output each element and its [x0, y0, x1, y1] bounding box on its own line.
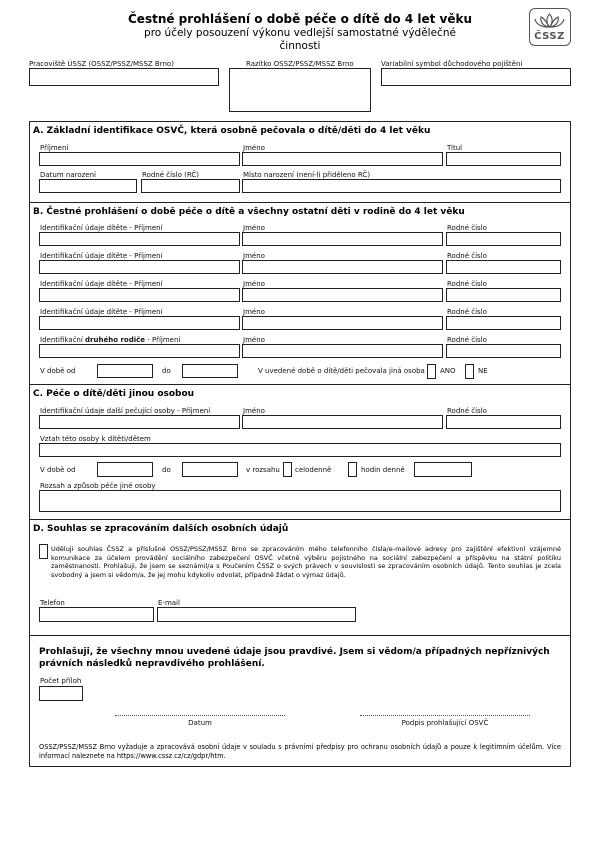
b-child-label: Identifikační údaje dítěte - Příjmení	[40, 224, 163, 232]
c-relation-input[interactable]	[39, 443, 561, 457]
d-email-label: E-mail	[158, 599, 180, 607]
a-birth-place-label: Místo narození (není-li přiděleno RČ)	[243, 171, 371, 179]
b-parent-birth-number-input[interactable]	[446, 344, 561, 358]
divider	[29, 202, 571, 203]
office-input[interactable]	[29, 68, 219, 86]
divider	[29, 384, 571, 385]
b-birth-number-label: Rodné číslo	[447, 280, 487, 288]
stamp-label: Razítko OSSZ/PSSZ/MSSZ Brno	[246, 60, 354, 68]
c-birth-number-label: Rodné číslo	[447, 407, 487, 415]
gdpr-footer: OSSZ/PSSZ/MSSZ Brno vyžaduje a zpracovává osobní údaje v souladu s právními předpisy pro ochranu osobních údajů a pouze k legitimním účelům. Více informací naleznete na https://www.cssz.cz/cz/gdpr/htm.	[39, 743, 561, 760]
divider	[29, 635, 571, 636]
c-hours-label: hodin denně	[361, 466, 405, 474]
b-name-label: Jméno	[243, 336, 265, 344]
b-other-person-label: V uvedené době o dítě/děti pečovala jiná osoba	[258, 367, 425, 375]
c-other-person-label: Identifikační údaje další pečující osoby - Příjmení	[40, 407, 211, 415]
b-child3-name-input[interactable]	[242, 288, 443, 302]
c-other-person-birth-number-input[interactable]	[446, 415, 561, 429]
signature-label: Podpis prohlašující OSVČ	[401, 719, 489, 727]
b-child-label: Identifikační údaje dítěte - Příjmení	[40, 280, 163, 288]
b-period-to-label: do	[162, 367, 171, 375]
a-birth-number-input[interactable]	[141, 179, 240, 193]
c-scope-label: v rozsahu	[246, 466, 280, 474]
office-label: Pracoviště ÚSSZ (OSSZ/PSSZ/MSSZ Brno)	[29, 60, 174, 68]
form-subtitle-line2: činnosti	[279, 40, 321, 52]
section-b-heading: B. Čestné prohlášení o době péče o dítě a všechny ostatní děti v rodině do 4 let věku	[33, 207, 465, 217]
divider	[29, 519, 571, 520]
b-child2-surname-input[interactable]	[39, 260, 240, 274]
section-a-heading: A. Základní identifikace OSVČ, která osobně pečovala o dítě/děti do 4 let věku	[33, 126, 431, 136]
b-birth-number-label: Rodné číslo	[447, 224, 487, 232]
b-name-label: Jméno	[243, 308, 265, 316]
b-child3-birth-number-input[interactable]	[446, 288, 561, 302]
a-birth-place-input[interactable]	[242, 179, 561, 193]
b-period-from-label: V době od	[40, 367, 76, 375]
b-child1-birth-number-input[interactable]	[446, 232, 561, 246]
c-period-to-label: do	[162, 466, 171, 474]
b-period-to-input[interactable]	[182, 364, 238, 378]
b-parent-label: Identifikační druhého rodiče - Příjmení	[40, 336, 181, 344]
d-consent-checkbox[interactable]	[39, 544, 48, 559]
a-surname-label: Příjmení	[40, 144, 69, 152]
d-consent-text: Uděluji souhlas ČSSZ a příslušné OSSZ/PSSZ/MSSZ Brno se zpracováním mého telefonního čísla/e-mailové adresy pro zajištění efektivní vzájemné komunikace za účelem provádění sociálního zabezpečení OSVČ včetně výběru pojistného na sociální zabezpečení a příspěvku na státní politiku zaměstnanosti. Prohlašuji, že jsem se seznámil/a s Poučením ČSSZ o svých právech v souvislosti se zpracováním osobních údajů. Tento souhlas je zcela svobodný a jsem si vědom/a, že jej mohu kdykoliv odvolat, případně žádat o výmaz údajů.	[51, 545, 561, 579]
d-phone-input[interactable]	[39, 607, 154, 622]
b-parent-surname-input[interactable]	[39, 344, 240, 358]
b-child2-birth-number-input[interactable]	[446, 260, 561, 274]
attachments-label: Počet příloh	[40, 677, 82, 685]
b-no-label: NE	[478, 367, 488, 375]
c-name-label: Jméno	[243, 407, 265, 415]
stamp-area	[229, 68, 371, 112]
c-other-person-surname-input[interactable]	[39, 415, 240, 429]
b-yes-label: ANO	[440, 367, 456, 375]
declaration-text: Prohlašuji, že všechny mnou uvedené údaje jsou pravdivé. Jsem si vědom/a případných nepříznivých právních následků nepravdivého prohlášení.	[39, 647, 550, 669]
a-name-label: Jméno	[243, 144, 265, 152]
b-child-label: Identifikační údaje dítěte - Příjmení	[40, 252, 163, 260]
c-period-from-label: V době od	[40, 466, 76, 474]
c-hours-input[interactable]	[414, 462, 472, 477]
c-scope-manner-input[interactable]	[39, 490, 561, 512]
signature-line[interactable]	[360, 715, 530, 716]
cssz-logo	[529, 8, 571, 46]
a-birth-date-input[interactable]	[39, 179, 137, 193]
b-parent-name-input[interactable]	[242, 344, 443, 358]
variable-symbol-label: Variabilní symbol důchodového pojištění	[381, 60, 523, 68]
c-other-person-name-input[interactable]	[242, 415, 443, 429]
lotus-icon	[530, 11, 569, 31]
a-surname-input[interactable]	[39, 152, 240, 166]
b-child-label: Identifikační údaje dítěte - Příjmení	[40, 308, 163, 316]
a-degree-input[interactable]	[446, 152, 561, 166]
b-child4-surname-input[interactable]	[39, 316, 240, 330]
b-name-label: Jméno	[243, 224, 265, 232]
b-child4-name-input[interactable]	[242, 316, 443, 330]
d-phone-label: Telefon	[40, 599, 65, 607]
a-birth-number-label: Rodné číslo (RČ)	[142, 171, 200, 179]
date-label: Datum	[188, 719, 212, 727]
form-subtitle-line1: pro účely posouzení výkonu vedlejší samostatné výdělečné	[144, 27, 456, 39]
variable-symbol-input[interactable]	[381, 68, 571, 86]
c-period-from-input[interactable]	[97, 462, 153, 477]
b-birth-number-label: Rodné číslo	[447, 308, 487, 316]
b-name-label: Jméno	[243, 280, 265, 288]
b-period-from-input[interactable]	[97, 364, 153, 378]
attachments-input[interactable]	[39, 686, 83, 701]
c-hours-checkbox[interactable]	[348, 462, 357, 477]
a-name-input[interactable]	[242, 152, 443, 166]
b-child2-name-input[interactable]	[242, 260, 443, 274]
b-child1-surname-input[interactable]	[39, 232, 240, 246]
c-period-to-input[interactable]	[182, 462, 238, 477]
a-birth-date-label: Datum narození	[40, 171, 96, 179]
b-yes-checkbox[interactable]	[427, 364, 436, 379]
section-c-heading: C. Péče o dítě/děti jinou osobou	[33, 389, 195, 399]
logo-text: ČSSZ	[534, 31, 565, 42]
a-degree-label: Titul	[447, 144, 463, 152]
b-no-checkbox[interactable]	[465, 364, 474, 379]
b-birth-number-label: Rodné číslo	[447, 252, 487, 260]
date-line[interactable]	[115, 715, 285, 716]
d-email-input[interactable]	[157, 607, 356, 622]
b-child3-surname-input[interactable]	[39, 288, 240, 302]
c-full-day-label: celodenně	[295, 466, 332, 474]
c-full-day-checkbox[interactable]	[283, 462, 292, 477]
c-relation-label: Vztah této osoby k dítěti/dětem	[40, 435, 151, 443]
section-d-heading: D. Souhlas se zpracováním dalších osobních údajů	[33, 524, 289, 534]
b-name-label: Jméno	[243, 252, 265, 260]
form-title: Čestné prohlášení o době péče o dítě do 4 let věku	[128, 12, 472, 26]
b-child4-birth-number-input[interactable]	[446, 316, 561, 330]
b-birth-number-label: Rodné číslo	[447, 336, 487, 344]
b-child1-name-input[interactable]	[242, 232, 443, 246]
c-scope-manner-label: Rozsah a způsob péče jiné osoby	[40, 482, 156, 490]
